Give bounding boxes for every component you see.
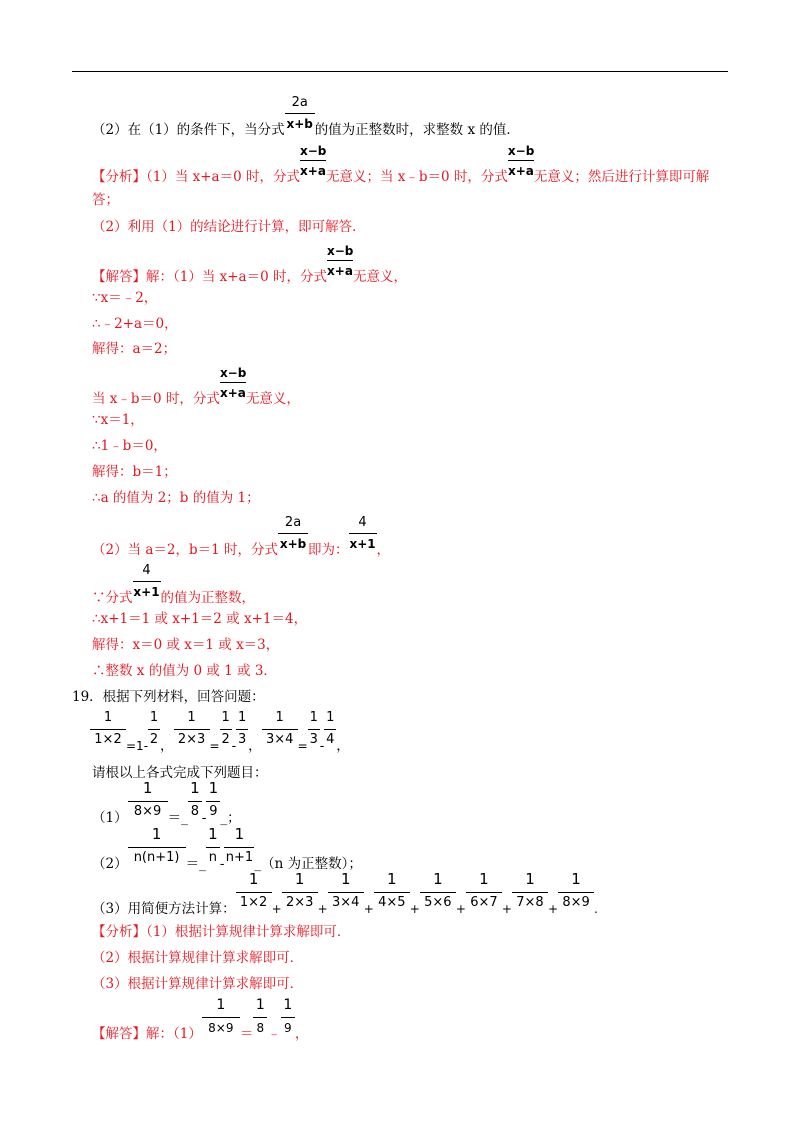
denominator: 9 xyxy=(284,1021,292,1035)
q2-prompt xyxy=(92,95,520,139)
fraction-bar xyxy=(220,382,246,383)
fraction-bar xyxy=(282,892,318,893)
denominator: x+1 xyxy=(349,537,376,551)
comma: ， xyxy=(160,738,174,754)
numerator: 1 xyxy=(525,870,535,888)
denominator: 1×2 xyxy=(94,732,122,747)
numerator: 1 xyxy=(387,870,397,888)
fraction xyxy=(281,997,295,1038)
solution-line: ∴﹣2+a＝0， xyxy=(92,316,178,332)
period: . xyxy=(594,902,598,916)
fraction xyxy=(220,710,232,750)
q19-title: 19．根据下列材料，回答问题： xyxy=(72,689,265,705)
denominator: 4 xyxy=(326,732,335,747)
plus: + xyxy=(363,902,374,916)
fraction-bar xyxy=(558,892,594,893)
plus: + xyxy=(547,902,559,916)
fraction xyxy=(148,710,160,750)
q19-instruction: 请根以上各式完成下列题目： xyxy=(92,765,268,781)
fraction xyxy=(206,779,220,822)
equals: ＝ xyxy=(239,1026,254,1042)
solution-text: 解：（1） xyxy=(146,1026,202,1042)
fraction-bar xyxy=(328,892,364,893)
denominator: 9 xyxy=(209,804,218,819)
fraction-bar xyxy=(512,892,548,893)
fraction xyxy=(299,144,327,181)
fraction-bar xyxy=(466,892,502,893)
numerator: 1 xyxy=(151,825,162,843)
denominator: n xyxy=(208,850,217,865)
numerator: 1 xyxy=(234,825,245,843)
denominator: x+a xyxy=(300,164,326,178)
fraction xyxy=(90,710,126,750)
minus: - xyxy=(231,738,237,754)
numerator: 1 xyxy=(255,997,265,1013)
fraction-bar xyxy=(374,892,410,893)
numerator: x−b xyxy=(507,144,535,158)
fraction-bar xyxy=(253,1017,267,1018)
fraction-bar xyxy=(90,729,126,730)
fraction-bar xyxy=(128,847,186,848)
fraction xyxy=(262,710,298,750)
numerator: x−b xyxy=(299,144,327,158)
solution-line: ∴a 的值为 2；b 的值为 1； xyxy=(92,490,260,506)
fraction xyxy=(236,710,248,750)
fraction-bar xyxy=(508,160,534,161)
plus: + xyxy=(409,902,420,916)
numerator: 1 xyxy=(340,870,351,888)
numerator: 2a xyxy=(291,95,308,110)
denominator: x+b xyxy=(279,537,307,551)
numerator: 4 xyxy=(142,563,151,578)
numerator: 2a xyxy=(284,515,302,530)
numerator: 1 xyxy=(208,825,218,843)
fraction-bar xyxy=(327,260,353,261)
fraction xyxy=(253,997,267,1038)
fraction xyxy=(188,779,202,822)
plus: + xyxy=(501,902,512,916)
fraction-bar xyxy=(236,892,272,893)
fraction-bar xyxy=(262,729,298,730)
denominator: x+a xyxy=(219,386,246,400)
solution-label: 【解答】 xyxy=(92,1026,146,1042)
equals-blank: ＝_ xyxy=(185,856,206,872)
header-rule xyxy=(72,71,728,72)
numerator: 1 xyxy=(149,710,159,725)
numerator: 1 xyxy=(221,710,230,725)
denominator: 2 xyxy=(149,732,159,747)
analysis-line-1 xyxy=(92,144,710,186)
fraction-bar xyxy=(188,801,202,802)
fraction-bar xyxy=(206,847,220,848)
numerator: x−b xyxy=(326,244,354,258)
solution-text: 解：（1）当 x+a＝0 时，分式 xyxy=(146,269,327,285)
denominator: x+1 xyxy=(133,585,160,599)
denominator: x+a xyxy=(507,164,534,178)
denominator: 7×8 xyxy=(516,895,544,910)
fraction-bar xyxy=(281,1017,295,1018)
fraction-bar xyxy=(349,533,377,534)
solution-text: 当 x﹣b＝0 时，分式 xyxy=(92,391,220,407)
numerator: 1 xyxy=(433,870,443,888)
analysis-text: （1）当 x+a＝0 时，分式 xyxy=(146,169,300,185)
denominator: x+a xyxy=(327,264,353,278)
fraction xyxy=(282,870,318,913)
denominator: 3×4 xyxy=(265,732,294,747)
numerator: 1 xyxy=(248,870,259,888)
denominator: x+b xyxy=(286,117,313,131)
fraction xyxy=(558,870,594,913)
numerator: 1 xyxy=(283,997,293,1013)
q19-analysis-3: （3）根据计算规律计算求解即可． xyxy=(92,976,304,992)
denominator: 8×9 xyxy=(133,804,162,819)
fraction-bar xyxy=(420,892,456,893)
q19-material xyxy=(90,710,350,755)
fraction xyxy=(285,95,315,134)
denominator: 2×3 xyxy=(285,895,314,910)
fraction-bar xyxy=(285,113,315,114)
minus: - xyxy=(201,810,207,826)
solution-text: 无意义， xyxy=(245,391,300,407)
minus: - xyxy=(219,856,225,872)
numerator: 1 xyxy=(309,710,318,725)
denominator: 5×6 xyxy=(424,895,452,910)
fraction xyxy=(308,710,320,750)
part-label: （2） xyxy=(92,856,128,872)
solution-line: 解得：a＝2； xyxy=(92,341,177,357)
minus: ﹣ xyxy=(267,1026,281,1042)
denominator: 8 xyxy=(190,804,199,819)
numerator: 1 xyxy=(479,870,489,888)
numerator: 1 xyxy=(294,870,305,888)
denominator: 3 xyxy=(238,732,247,747)
analysis-label: 【分析】 xyxy=(92,169,146,185)
equals: =1- xyxy=(126,739,149,753)
fraction xyxy=(133,563,161,602)
fraction xyxy=(507,144,535,181)
fraction-bar xyxy=(308,729,320,730)
solution-line: ∴整数 x 的值为 0 或 1 或 3． xyxy=(92,663,277,679)
denominator: 8 xyxy=(256,1021,265,1035)
analysis-line-3: （2）利用（1）的结论进行计算，即可解答． xyxy=(92,219,366,235)
plus: + xyxy=(271,902,282,916)
fraction xyxy=(206,825,220,868)
minus: - xyxy=(319,738,325,754)
fraction xyxy=(219,366,247,403)
solution-line: ∵x＝﹣2， xyxy=(92,290,158,306)
fraction xyxy=(224,825,254,868)
analysis-label: 【分析】 xyxy=(92,924,146,940)
fraction-bar xyxy=(224,847,254,848)
numerator: x−b xyxy=(219,366,247,380)
solution-text: ， xyxy=(294,1026,309,1042)
q19-part1 xyxy=(92,779,241,827)
fraction-bar xyxy=(220,729,232,730)
solution-line: ∴1﹣b＝0， xyxy=(92,438,167,454)
solution-text: （2）当 a＝2，b＝1 时，分式 xyxy=(92,542,279,558)
solution-line: ∵x＝1， xyxy=(92,412,144,428)
analysis-text: 无意义；当 x﹣b＝0 时，分式 xyxy=(325,169,508,185)
comma: ， xyxy=(336,738,350,754)
sum-expression xyxy=(236,870,598,917)
fraction-bar xyxy=(206,801,220,802)
denominator: 4×5 xyxy=(378,895,406,910)
fraction xyxy=(174,710,210,750)
fraction xyxy=(420,870,456,913)
part-label: （3）用简便方法计算： xyxy=(92,901,236,917)
denominator: n+1 xyxy=(225,850,254,865)
fraction-bar xyxy=(236,729,248,730)
numerator: 1 xyxy=(571,870,581,888)
fraction-bar xyxy=(148,729,160,730)
numerator: 1 xyxy=(238,710,247,725)
denominator: 3 xyxy=(309,732,318,747)
fraction xyxy=(326,244,354,281)
fraction xyxy=(128,779,168,822)
solution-line: 解得：b＝1； xyxy=(92,464,177,480)
numerator: 1 xyxy=(326,710,335,725)
fraction xyxy=(374,870,410,913)
solution-text: ∵分式 xyxy=(92,590,133,606)
fraction-bar xyxy=(278,533,308,534)
fraction-bar xyxy=(133,581,161,582)
fraction-bar xyxy=(128,801,168,802)
equals-blank: ＝_ xyxy=(167,810,188,826)
q2-prompt-post: 的值为正整数时，求整数 x 的值． xyxy=(314,122,520,138)
solution-line xyxy=(92,366,300,408)
q19-solution xyxy=(92,997,309,1043)
solution-text: 无意义， xyxy=(352,269,407,285)
denominator: 8×9 xyxy=(562,895,590,910)
solution-line: ∴x+1＝1 或 x+1＝2 或 x+1＝4， xyxy=(92,611,308,627)
blank-end: _； xyxy=(220,810,241,826)
q19-analysis-1 xyxy=(92,923,350,941)
analysis-text: 无意义；然后进行计算即可解 xyxy=(533,169,710,185)
fraction xyxy=(324,710,336,750)
plus: + xyxy=(455,902,466,916)
solution-label: 【解答】 xyxy=(92,269,146,285)
denominator: 1×2 xyxy=(239,895,268,910)
equals: = xyxy=(209,739,220,753)
equals: = xyxy=(297,739,308,753)
analysis-text: （1）根据计算规律计算求解即可． xyxy=(146,924,351,940)
fraction xyxy=(512,870,548,913)
fraction xyxy=(128,825,186,868)
fraction xyxy=(349,515,377,554)
solution-line: 解得：x＝0 或 x＝1 或 x＝3， xyxy=(92,637,280,653)
q19-part2 xyxy=(92,825,362,873)
solution-line-1 xyxy=(92,244,407,286)
numerator: 1 xyxy=(208,779,219,797)
analysis-line-2: 答； xyxy=(92,192,119,208)
solution-text: ， xyxy=(376,542,391,558)
numerator: 4 xyxy=(358,515,367,530)
denominator: 3×4 xyxy=(332,895,360,910)
q19-part3 xyxy=(92,870,598,918)
blank-end: _（n 为正整数）； xyxy=(254,856,362,872)
q2-prompt-pre: （2）在（1）的条件下，当分式 xyxy=(92,122,285,138)
fraction xyxy=(236,870,272,913)
denominator: 8×9 xyxy=(208,1021,234,1035)
numerator: 1 xyxy=(142,779,153,797)
part-label: （1） xyxy=(92,810,128,826)
comma: ， xyxy=(248,738,262,754)
numerator: 1 xyxy=(216,997,226,1013)
solution-text: 的值为正整数， xyxy=(160,590,255,606)
denominator: 2×3 xyxy=(177,732,206,747)
fraction xyxy=(278,515,308,554)
fraction xyxy=(328,870,364,913)
q19-analysis-2: （2）根据计算规律计算求解即可． xyxy=(92,950,304,966)
fraction xyxy=(202,997,240,1038)
denominator: 6×7 xyxy=(470,895,498,910)
solution-text: 即为： xyxy=(308,542,349,558)
numerator: 1 xyxy=(187,710,196,725)
numerator: 1 xyxy=(190,779,200,797)
solution-line xyxy=(92,563,255,607)
numerator: 1 xyxy=(275,710,284,725)
fraction-bar xyxy=(300,160,326,161)
denominator: n(n+1) xyxy=(133,850,180,865)
fraction-bar xyxy=(202,1017,240,1018)
fraction xyxy=(466,870,502,913)
numerator: 1 xyxy=(103,710,113,725)
fraction-bar xyxy=(324,729,336,730)
plus: + xyxy=(317,902,328,916)
solution-line xyxy=(92,515,391,559)
denominator: 2 xyxy=(221,732,230,747)
fraction-bar xyxy=(174,729,210,730)
